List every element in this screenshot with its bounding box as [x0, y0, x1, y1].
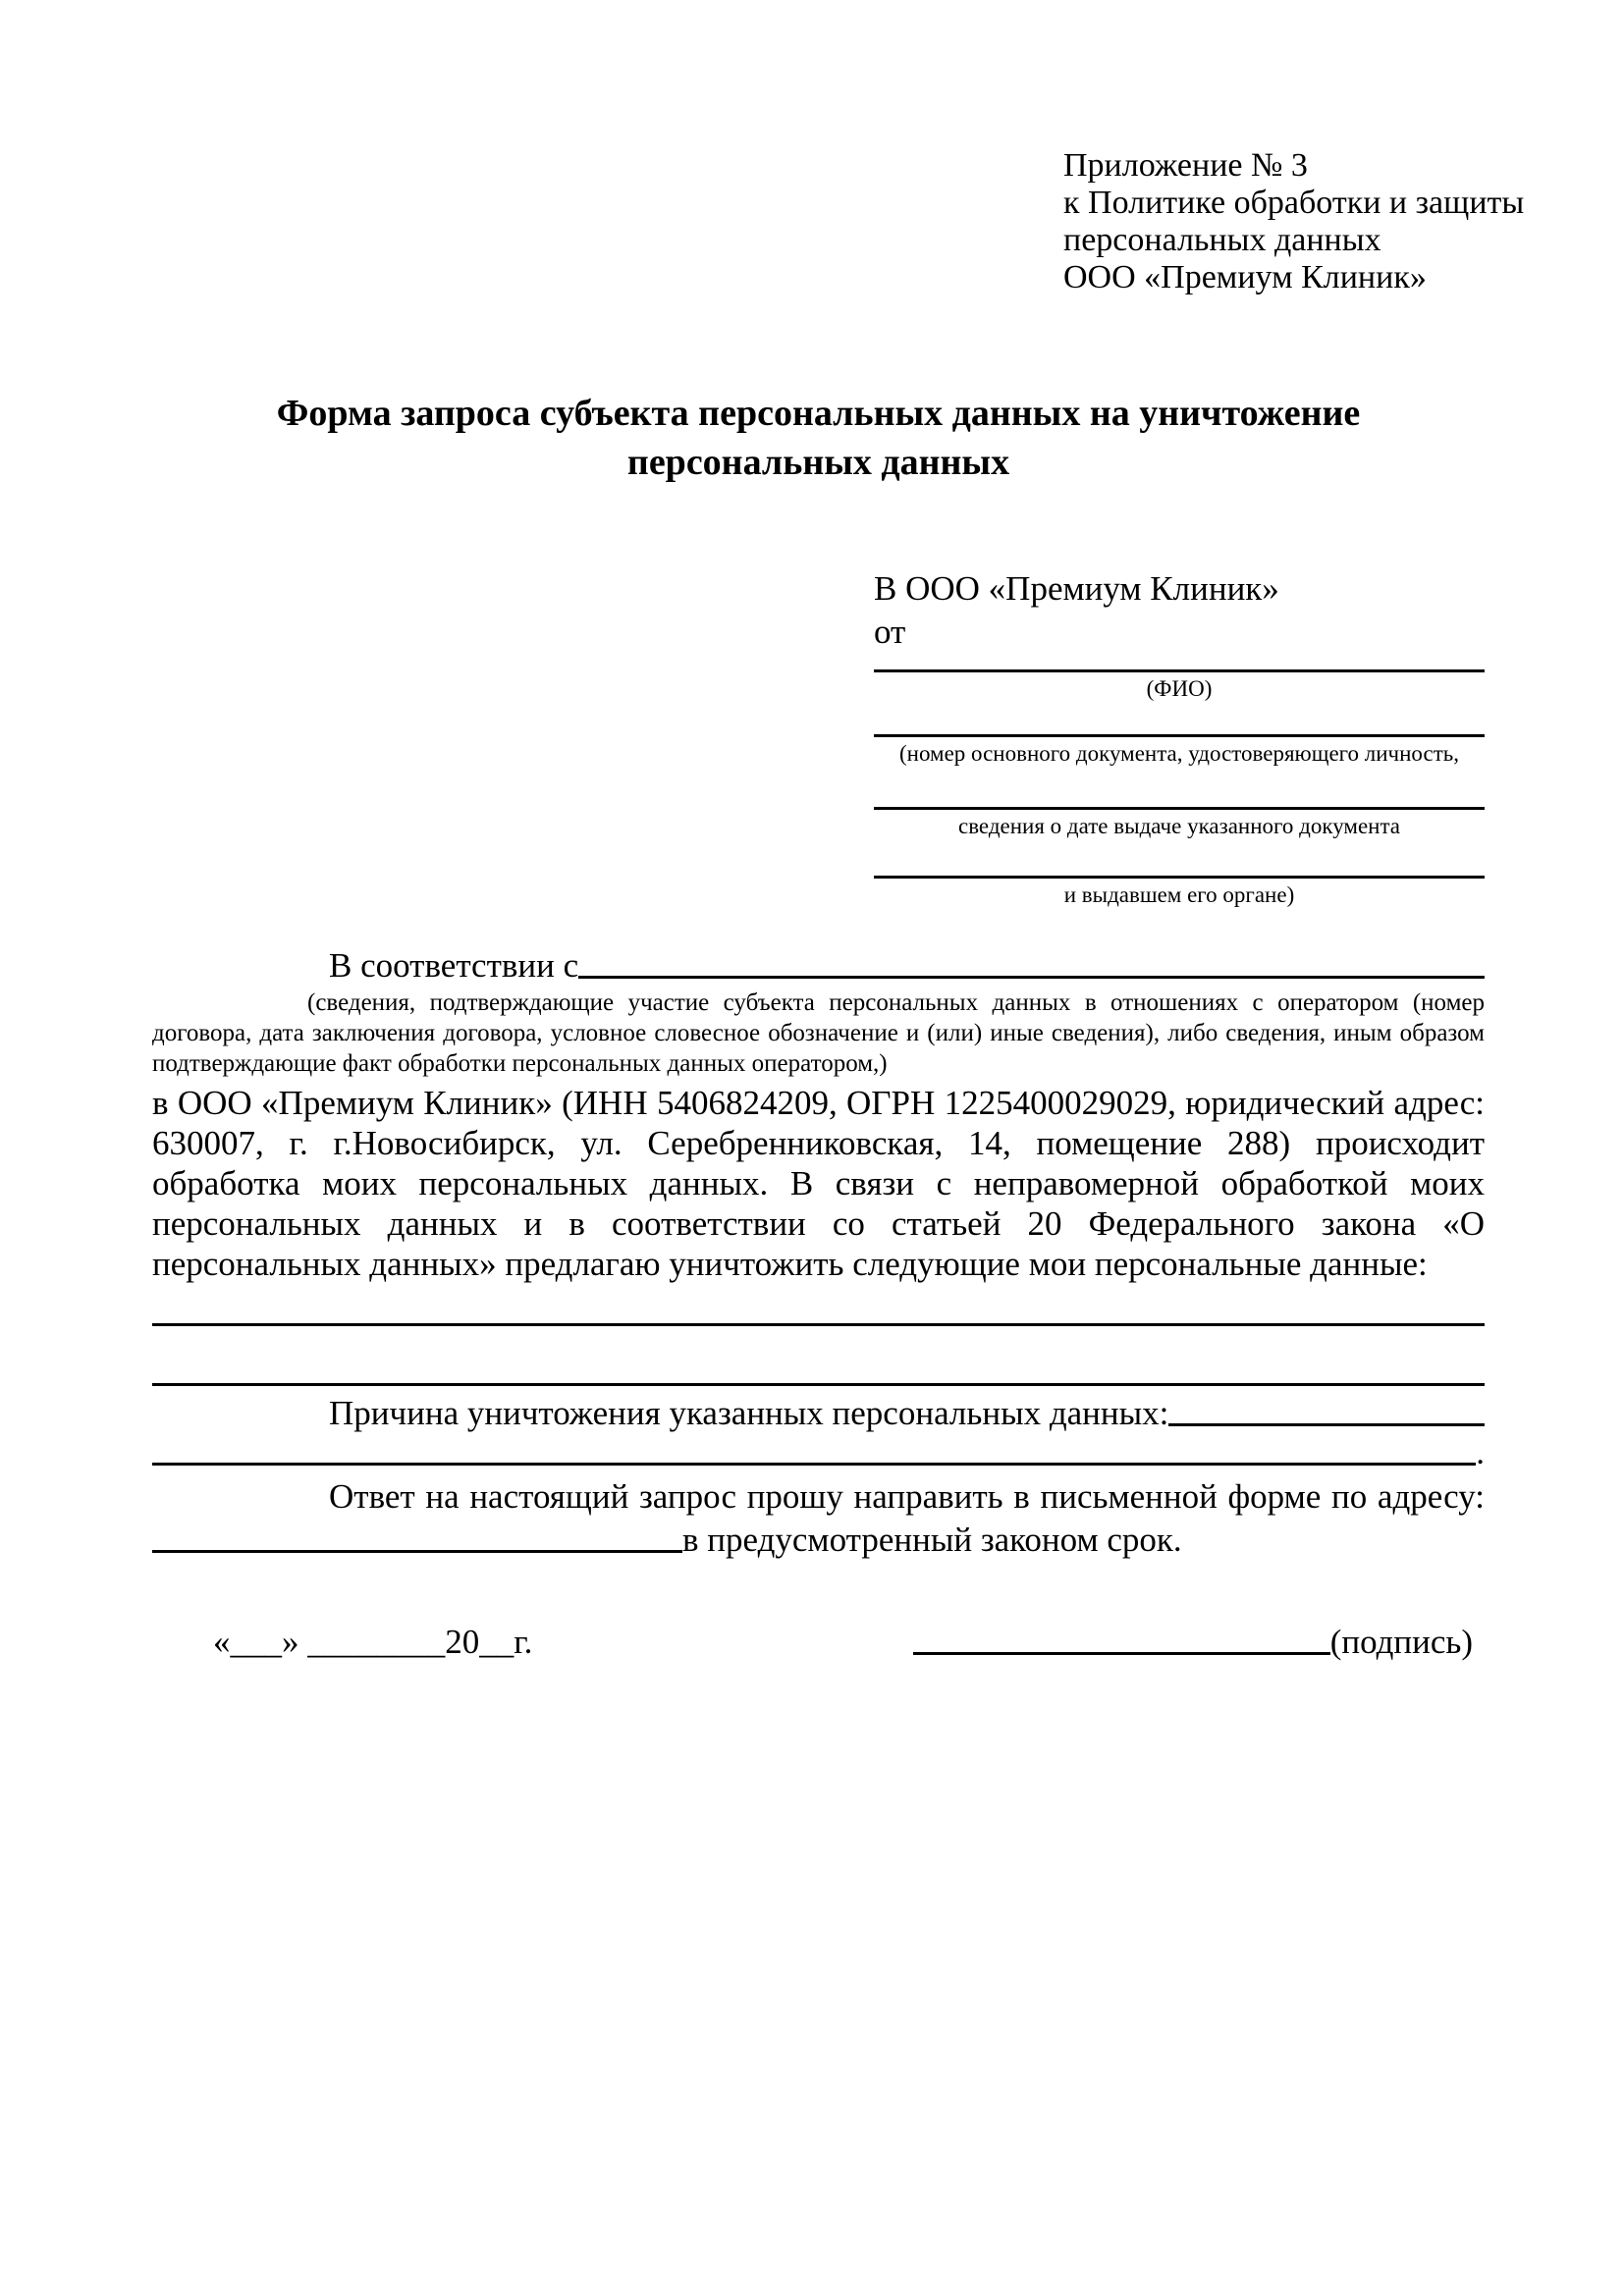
addressee-block: [874, 567, 1485, 909]
appendix-header-line: Приложение № 3: [1063, 147, 1308, 184]
address-blank-line: [152, 1550, 682, 1553]
reason-label: Причина уничтожения указанных персональных данных:: [329, 1394, 1169, 1432]
signature-blank-line: [913, 1652, 1330, 1655]
accordance-blank-line: [578, 976, 1485, 979]
signature-area: [913, 1622, 1473, 1662]
accordance-label: В соответствии с: [329, 946, 579, 985]
signature-caption: (подпись): [1329, 1623, 1473, 1661]
accordance-note: (сведения, подтверждающие участие субъекта персональных данных в отношениях с оператором (номер договора, дата заключения договора, условное словесное обозначение и (или) иные сведения), либо сведения, иным образом подтверждающие факт обработки персональных данных оператором,): [152, 989, 1485, 1077]
reason-blank-line-2: [152, 1463, 1476, 1466]
appendix-header-line: к Политике обработки и защиты: [1063, 185, 1525, 221]
period-text: .: [1476, 1433, 1485, 1471]
document-number-blank-line: [874, 703, 1485, 737]
document-number-caption: (номер основного документа, удостоверяющего личность,: [898, 741, 1459, 766]
response-paragraph: Ответ на настоящий запрос прошу направить в письменной форме по адресу:: [329, 1477, 1485, 1516]
addressee-from-label: от: [874, 613, 906, 651]
appendix-header-block: [1063, 147, 1524, 296]
response-suffix: в предусмотренный законом срок.: [682, 1521, 1182, 1559]
issuing-authority-blank-line: [874, 840, 1485, 879]
appendix-header-line: персональных данных: [1063, 222, 1381, 258]
reason-blank-line: [1168, 1423, 1485, 1426]
personal-data-blank-line-1: [152, 1284, 1485, 1326]
date-signature-row: [152, 1613, 1485, 1662]
appendix-header-line: ООО «Премиум Клиник»: [1063, 259, 1427, 295]
main-paragraph: в ООО «Премиум Клиник» (ИНН 5406824209, ОГРН 1225400029029, юридический адрес: 630007, г. г.Новосибирск, ул. Серебренниковская, 14, помещение 288) происходит обработка моих персональных данных. В связи с неправомерной обработкой моих персональных данных и в соответствии со статьей 20 Федерального закона «О персональных данных» предлагаю уничтожить следующие мои персональные данные:: [152, 1084, 1485, 1283]
reason-row: [152, 1388, 1485, 1433]
accordance-row: [152, 942, 1485, 986]
issuing-authority-caption: и выдавшем его органе): [1063, 882, 1295, 907]
address-row: [152, 1517, 1485, 1560]
page-title-text: Форма запроса субъекта персональных данных на уничтожение персональных данных: [276, 393, 1361, 483]
document-body: [152, 942, 1485, 1662]
fio-caption: (ФИО): [1146, 676, 1213, 701]
fio-blank-line: [874, 654, 1485, 672]
issue-date-blank-line: [874, 768, 1485, 810]
issue-date-caption: сведения о дате выдаче указанного документа: [957, 814, 1401, 838]
page-title: [152, 389, 1485, 487]
addressee-to: В ООО «Премиум Клиник»: [874, 569, 1279, 608]
personal-data-blank-line-2: [152, 1326, 1485, 1386]
date-line: «___» ________20__г.: [213, 1623, 533, 1661]
reason-continuation-row: [152, 1433, 1485, 1472]
